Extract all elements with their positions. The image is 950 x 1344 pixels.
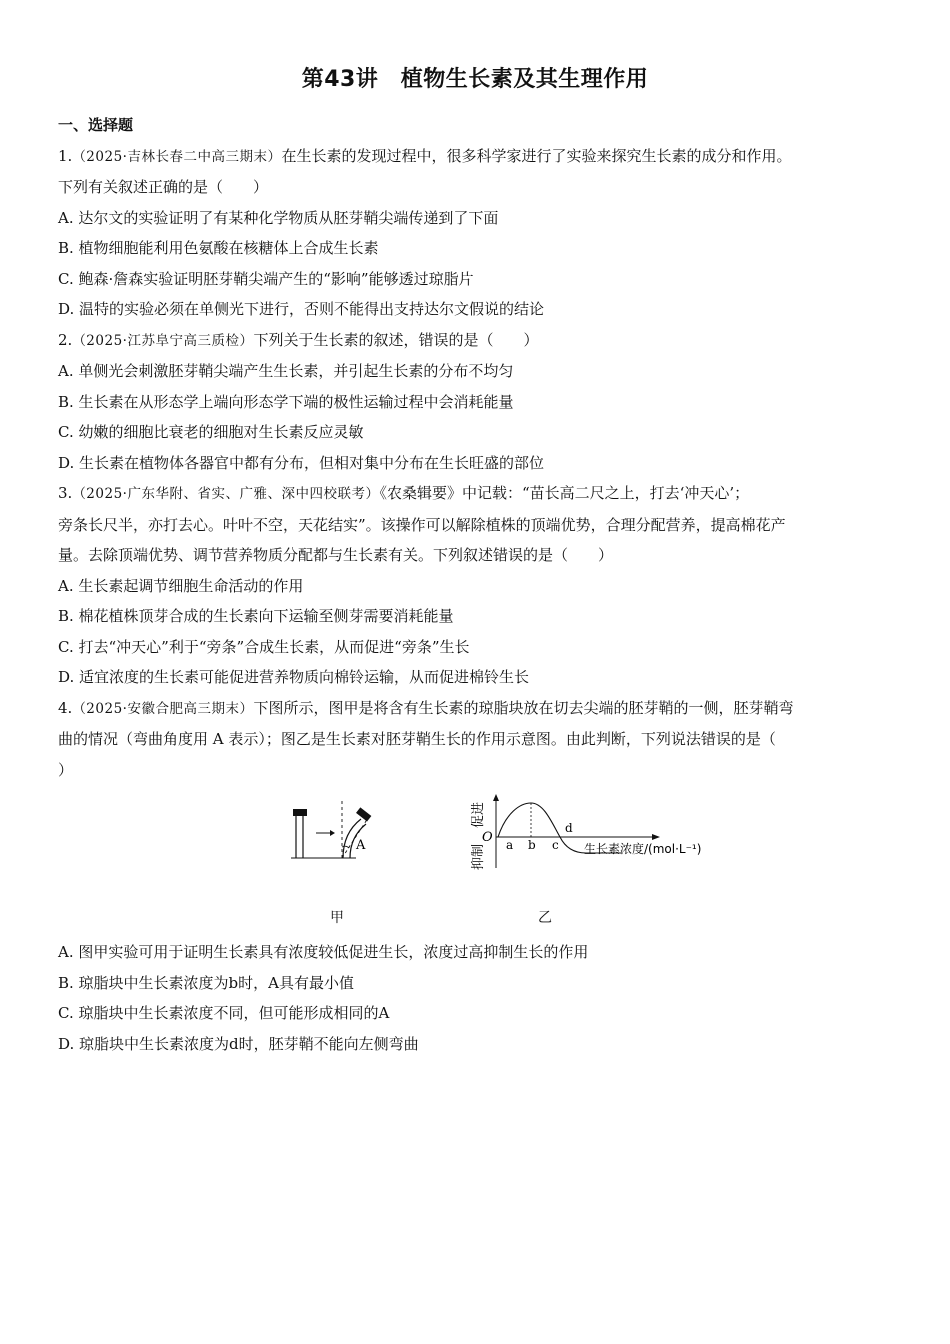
option-b: B. 生长素在从形态学上端向形态学下端的极性运输过程中会消耗能量	[58, 392, 514, 411]
document-body	[58, 110, 888, 1059]
point-a-label: a	[506, 838, 514, 852]
question-source: （2025·吉林长春二中高三期末）	[72, 148, 282, 165]
option-b: B. 植物细胞能利用色氨酸在核糖体上合成生长素	[58, 239, 379, 257]
option-a: A. 单侧光会刺激胚芽鞘尖端产生生长素，并引起生长素的分布不均匀	[58, 362, 514, 380]
question-text-line: 旁条长尺半，亦打去心。叶叶不空，天花结实”。该操作可以解除植株的顶端优势，合理分配营养，提高棉花产	[58, 515, 786, 534]
question-text: 下列关于生长素的叙述，错误的是（ ）	[253, 330, 539, 349]
point-c-label: c	[552, 838, 559, 852]
question-text: 下图所示，图甲是将含有生长素的琼脂块放在切去尖端的胚芽鞘的一侧，胚芽鞘弯	[253, 698, 794, 717]
question-2	[58, 325, 888, 479]
option-d: D. 琼脂块中生长素浓度为d时，胚芽鞘不能向左侧弯曲	[58, 1034, 419, 1053]
y-axis-arrow	[493, 794, 499, 801]
arrow-head	[330, 830, 335, 836]
question-3	[58, 478, 888, 693]
x-axis-label: 生长素浓度/(mol·L⁻¹)	[584, 842, 702, 856]
option-c: C. 鲍森·詹森实验证明胚芽鞘尖端产生的“影响”能够透过琼脂片	[58, 269, 474, 288]
option-d: D. 适宜浓度的生长素可能促进营养物质向棉铃运输，从而促进棉铃生长	[58, 668, 530, 686]
figure-diagram	[286, 793, 702, 903]
option-b: B. 棉花植株顶芽合成的生长素向下运输至侧芽需要消耗能量	[58, 607, 454, 625]
option-a: A. 达尔文的实验证明了有某种化学物质从胚芽鞘尖端传递到了下面	[58, 208, 499, 227]
origin-label: O	[482, 830, 493, 845]
question-source: （2025·广东华附、省实、广雅、深中四校联考）	[72, 486, 380, 502]
option-c: C. 琼脂块中生长素浓度不同，但可能形成相同的A	[58, 1004, 390, 1022]
question-figure	[58, 785, 888, 937]
question-1	[58, 141, 888, 325]
question-text-line: 曲的情况（弯曲角度用 A 表示）；图乙是生长素对胚芽鞘生长的作用示意图。由此判断，下列说法错误的是（	[58, 730, 776, 748]
figure-jia-caption: 甲	[330, 910, 344, 926]
question-number: 2.	[58, 330, 73, 349]
question-stem	[58, 478, 888, 510]
option-c: C. 打去“冲天心”利于“旁条”合成生长素，从而促进“旁条”生长	[58, 637, 470, 656]
angle-label: A	[356, 838, 366, 853]
question-text: 在生长素的发现过程中，很多科学家进行了实验来探究生长素的成分和作用。	[281, 146, 792, 165]
agar-block-left	[293, 809, 307, 816]
question-stem	[58, 693, 888, 725]
option-d: D. 生长素在植物体各器官中都有分布，但相对集中分布在生长旺盛的部位	[58, 453, 545, 472]
question-stem	[58, 325, 888, 357]
angle-arc	[342, 846, 349, 848]
question-source: （2025·安徽合肥高三期末）	[72, 700, 254, 717]
option-a: A. 生长素起调节细胞生命活动的作用	[58, 576, 304, 595]
figure-yi	[470, 794, 701, 870]
y-up-label: 促进	[471, 801, 486, 829]
option-d: D. 温特的实验必须在单侧光下进行，否则不能得出支持达尔文假说的结论	[58, 300, 545, 318]
section-heading: 一、选择题	[58, 116, 134, 134]
question-number: 1.	[58, 146, 73, 165]
question-source: （2025·江苏阜宁高三质检）	[72, 332, 254, 349]
question-number: 3.	[58, 484, 73, 502]
page-title: 第43讲 植物生长素及其生理作用	[301, 67, 649, 92]
y-down-label: 抑制	[471, 843, 486, 871]
question-number: 4.	[58, 698, 73, 717]
option-a: A. 图甲实验可用于证明生长素具有浓度较低促进生长，浓度过高抑制生长的作用	[58, 943, 589, 961]
question-text-line: ）	[58, 760, 74, 779]
question-text-line: 量。去除顶端优势、调节营养物质分配都与生长素有关。下列叙述错误的是（ ）	[58, 546, 614, 564]
agar-block-right	[356, 807, 371, 821]
option-b: B. 琼脂块中生长素浓度为b时，A具有最小值	[58, 973, 354, 992]
question-text-line: 下列有关叙述正确的是（ ）	[58, 178, 269, 196]
figure-jia	[291, 801, 371, 858]
question-text: 《农桑辑要》中记载：“苗长高二尺之上，打去‘冲天心’；	[379, 484, 750, 502]
question-stem	[58, 141, 888, 173]
point-d-label: d	[565, 821, 573, 835]
option-c: C. 幼嫩的细胞比衰老的细胞对生长素反应灵敏	[58, 423, 364, 441]
x-axis-arrow	[652, 834, 660, 840]
point-b-label: b	[528, 838, 536, 852]
figure-yi-caption: 乙	[538, 910, 552, 926]
question-4	[58, 693, 888, 1060]
